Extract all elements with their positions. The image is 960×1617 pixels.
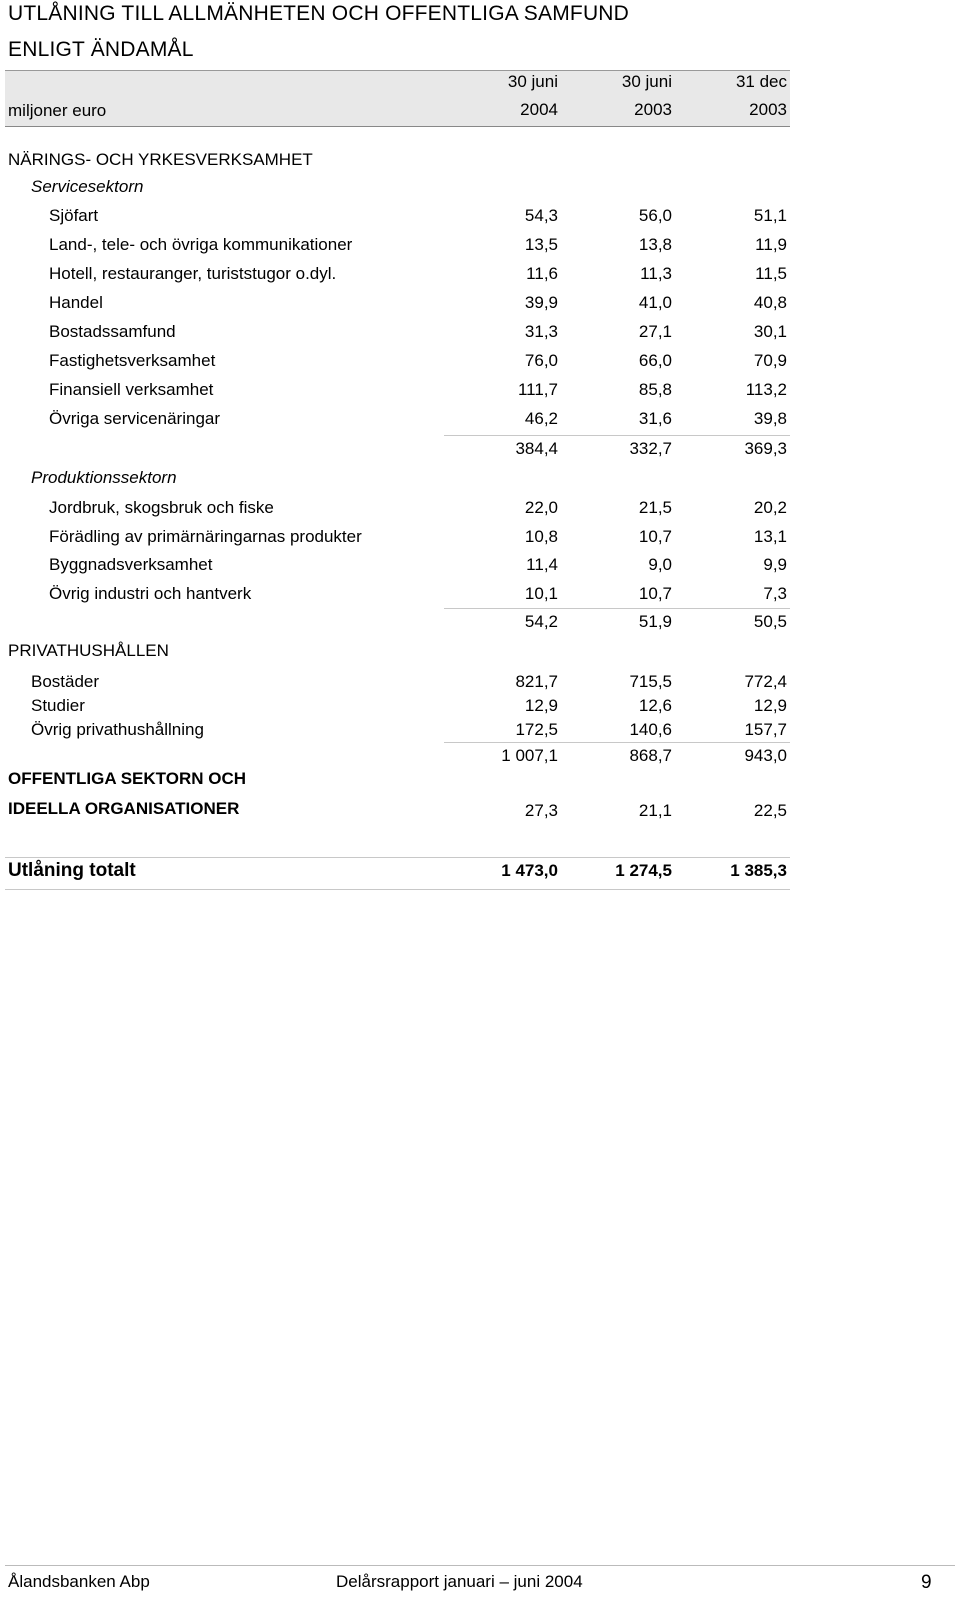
grand-total-label: Utlåning totalt xyxy=(8,860,136,881)
col-3-year: 2003 xyxy=(749,100,787,119)
service-row-value-col-3: 11,5 xyxy=(755,264,787,283)
service-row-value-col-2: 11,3 xyxy=(640,264,672,283)
public-col-3: 22,5 xyxy=(753,801,787,820)
col-1-date: 30 juni xyxy=(507,72,558,91)
production-row-value-col-3: 9,9 xyxy=(763,555,787,574)
production-row-value-col-2: 9,0 xyxy=(648,555,672,574)
col-1-year: 2004 xyxy=(520,100,558,119)
household-total-col-3: 943,0 xyxy=(744,746,787,765)
household-subtotal-rule xyxy=(444,742,790,743)
footer-company: Ålandsbanken Abp xyxy=(8,1572,150,1591)
production-row-value-col-1: 22,0 xyxy=(524,498,558,517)
production-row-value-col-1: 11,4 xyxy=(526,555,558,574)
page-title-line-2: ENLIGT ÄNDAMÅL xyxy=(8,38,194,61)
service-row-value-col-3: 11,9 xyxy=(755,235,787,254)
service-row-value-col-2: 27,1 xyxy=(638,322,672,341)
service-row-value-col-3: 40,8 xyxy=(753,293,787,312)
service-row-value-col-2: 31,6 xyxy=(638,409,672,428)
service-row-value-col-3: 39,8 xyxy=(753,409,787,428)
service-row-label: Fastighetsverksamhet xyxy=(49,351,216,370)
service-row-value-col-3: 113,2 xyxy=(745,380,787,399)
service-row-value-col-2: 41,0 xyxy=(638,293,672,312)
public-col-2: 21,1 xyxy=(638,801,672,820)
production-row-label: Övrig industri och hantverk xyxy=(49,583,252,603)
service-row-value-col-2: 13,8 xyxy=(638,235,672,254)
service-row-value-col-1: 13,5 xyxy=(524,235,558,254)
service-row-value-col-1: 111,7 xyxy=(517,380,558,399)
production-row-value-col-3: 7,3 xyxy=(763,583,787,603)
production-row-value-col-1: 10,8 xyxy=(524,526,558,546)
household-row-label: Studier xyxy=(31,696,85,715)
service-row-value-col-3: 51,1 xyxy=(753,206,787,225)
household-row-value-col-1: 821,7 xyxy=(515,672,558,691)
household-row-value-col-1: 12,9 xyxy=(524,696,558,715)
footer-page-number: 9 xyxy=(921,1572,932,1593)
household-row-value-col-1: 172,5 xyxy=(515,720,558,739)
service-row-value-col-3: 70,9 xyxy=(753,351,787,370)
service-row-label: Finansiell verksamhet xyxy=(49,380,214,399)
production-row-value-col-3: 13,1 xyxy=(753,526,787,546)
production-row-value-col-3: 20,2 xyxy=(753,498,787,517)
grand-total-col-1: 1 473,0 xyxy=(501,861,558,880)
household-row-value-col-2: 12,6 xyxy=(638,696,672,715)
subsection-service: Servicesektorn xyxy=(31,177,144,196)
household-row-value-col-3: 157,7 xyxy=(744,720,787,739)
grand-total-top-rule xyxy=(5,857,790,858)
grand-total-col-2: 1 274,5 xyxy=(615,861,672,880)
production-total-col-3: 50,5 xyxy=(753,612,787,631)
col-2-year: 2003 xyxy=(634,100,672,119)
service-total-col-3: 369,3 xyxy=(744,439,787,458)
service-row-label: Hotell, restauranger, turiststugor o.dyl. xyxy=(49,264,337,283)
service-row-value-col-3: 30,1 xyxy=(753,322,787,341)
service-row-label: Land-, tele- och övriga kommunikationer xyxy=(49,235,353,254)
grand-total-bottom-rule xyxy=(5,889,790,890)
service-row-value-col-1: 11,6 xyxy=(526,264,558,283)
service-row-label: Bostadssamfund xyxy=(49,322,176,341)
header-bottom-rule xyxy=(5,126,790,127)
household-row-value-col-3: 772,4 xyxy=(744,672,787,691)
service-total-col-1: 384,4 xyxy=(515,439,558,458)
public-col-1: 27,3 xyxy=(524,801,558,820)
col-3-date: 31 dec xyxy=(735,72,787,91)
col-2-date: 30 juni xyxy=(621,72,672,91)
service-row-value-col-2: 66,0 xyxy=(638,351,672,370)
service-subtotal-rule xyxy=(444,435,790,436)
production-total-col-2: 51,9 xyxy=(638,612,672,631)
production-subtotal-rule xyxy=(444,608,790,609)
grand-total-col-3: 1 385,3 xyxy=(730,861,787,880)
service-row-value-col-1: 31,3 xyxy=(524,322,558,341)
service-row-label: Handel xyxy=(49,293,103,312)
production-total-col-1: 54,2 xyxy=(524,612,558,631)
subsection-production: Produktionssektorn xyxy=(31,468,177,487)
section-business: NÄRINGS- OCH YRKESVERKSAMHET xyxy=(8,150,313,169)
footer-rule xyxy=(5,1565,955,1566)
production-row-value-col-1: 10,1 xyxy=(524,583,558,603)
production-row-label: Jordbruk, skogsbruk och fiske xyxy=(49,498,274,517)
service-row-value-col-1: 76,0 xyxy=(524,351,558,370)
production-row-value-col-2: 10,7 xyxy=(638,526,672,546)
page-title-line-1: UTLÅNING TILL ALLMÄNHETEN OCH OFFENTLIGA SAMFUND xyxy=(8,2,630,25)
production-row-value-col-2: 10,7 xyxy=(638,583,672,603)
footer-report-title: Delårsrapport januari – juni 2004 xyxy=(336,1572,583,1591)
household-row-value-col-2: 715,5 xyxy=(629,672,672,691)
section-households: PRIVATHUSHÅLLEN xyxy=(8,641,169,660)
service-row-value-col-1: 54,3 xyxy=(524,206,558,225)
household-row-label: Bostäder xyxy=(31,672,100,691)
production-row-value-col-2: 21,5 xyxy=(638,498,672,517)
service-row-label: Sjöfart xyxy=(49,206,99,225)
household-row-label: Övrig privathushållning xyxy=(31,720,204,739)
section-public-line-2: IDEELLA ORGANISATIONER xyxy=(8,799,240,818)
service-row-value-col-1: 39,9 xyxy=(524,293,558,312)
production-row-label: Byggnadsverksamhet xyxy=(49,555,213,574)
household-total-col-1: 1 007,1 xyxy=(501,746,558,765)
unit-label: miljoner euro xyxy=(8,101,107,120)
household-row-value-col-3: 12,9 xyxy=(753,696,787,715)
production-row-label: Förädling av primärnäringarnas produkter xyxy=(49,526,362,546)
service-total-col-2: 332,7 xyxy=(629,439,672,458)
service-row-value-col-2: 85,8 xyxy=(638,380,672,399)
household-row-value-col-2: 140,6 xyxy=(629,720,672,739)
section-public-line-1: OFFENTLIGA SEKTORN OCH xyxy=(8,769,246,788)
service-row-value-col-2: 56,0 xyxy=(638,206,672,225)
household-total-col-2: 868,7 xyxy=(629,746,672,765)
service-row-label: Övriga servicenäringar xyxy=(49,409,221,428)
service-row-value-col-1: 46,2 xyxy=(524,409,558,428)
